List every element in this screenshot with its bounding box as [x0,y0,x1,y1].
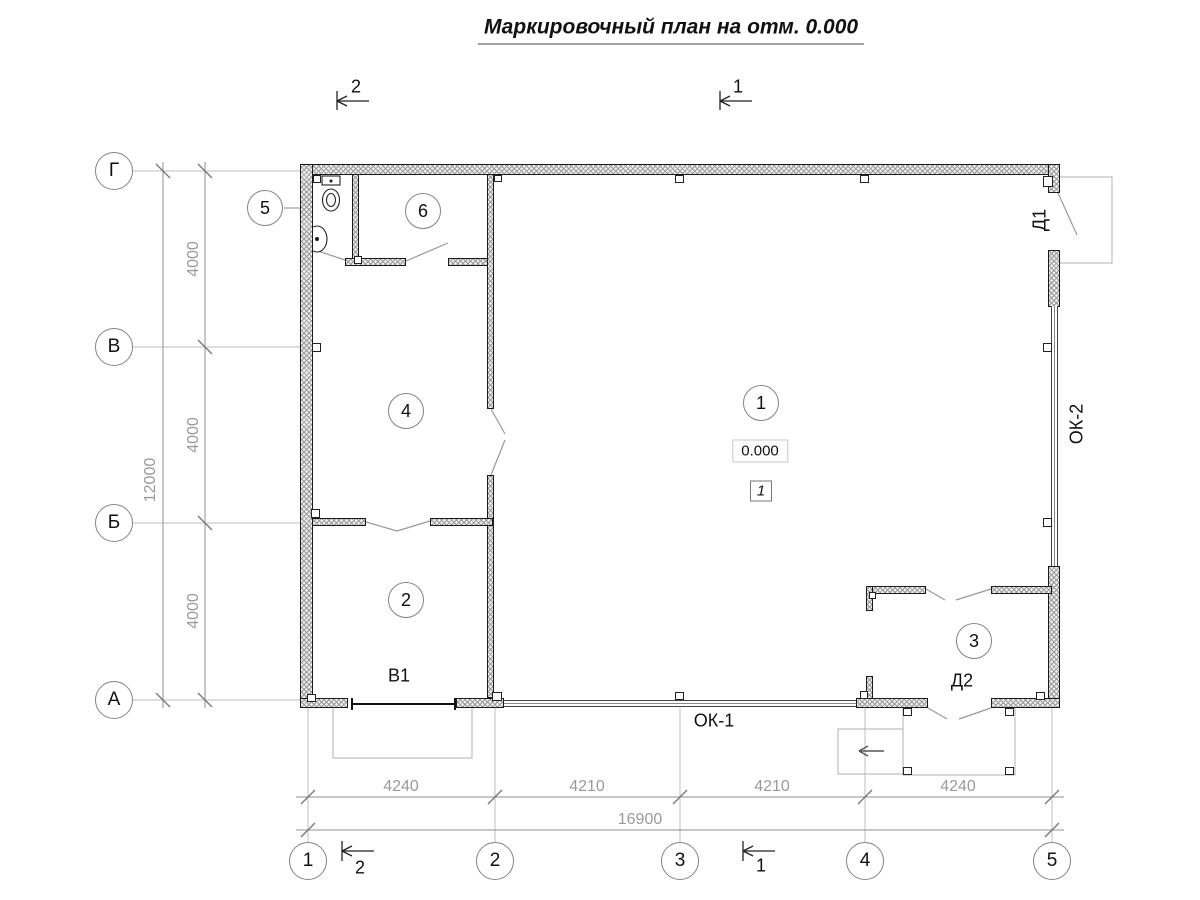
room-bubble-4: 4 [388,393,424,429]
dim-bottom-1: 4240 [383,778,419,795]
elevation-mark: 0.000 [732,440,788,463]
dim-left-3: 4000 [185,593,202,629]
room-bubble-1: 1 [743,385,779,421]
wall-bottom-seg3 [856,698,928,708]
porch-column [903,708,912,716]
gate-mark-v1: В1 [387,665,411,686]
post-marker [1036,692,1045,700]
post-marker [354,256,362,264]
porch-column [1005,767,1014,775]
room-bubble-6: 6 [405,193,441,229]
dim-bottom-4: 4240 [940,778,976,795]
post-marker [869,592,876,599]
porch-column [1005,708,1014,716]
section-label-2-top: 2 [350,76,362,97]
post-marker [860,691,868,699]
post-marker [1043,176,1053,187]
axis-bubble-3: 3 [661,842,699,880]
dim-bottom-3: 4210 [754,778,790,795]
dimension-ticks [156,164,1059,837]
section-label-2-bottom: 2 [354,857,366,878]
post-marker [312,343,321,352]
post-marker [675,175,684,183]
axis-bubble-1: 1 [289,842,327,880]
floor-type-mark: 1 [750,481,772,502]
post-marker [307,694,316,702]
wall-left [300,164,313,708]
ramp-arrow [859,746,884,756]
axis-bubble-4: 4 [846,842,884,880]
room-bubble-5: 5 [247,190,283,226]
post-marker [1043,518,1052,527]
post-marker [675,692,684,700]
axis-bubble-v: В [95,328,133,366]
porch-outlines [333,177,1112,775]
post-marker [860,175,869,183]
wall-tambour-top-left [869,586,926,594]
axis-grid-lines [133,171,1052,842]
post-marker [311,509,320,518]
wall-corridor-upper [487,174,494,409]
axis-bubble-a: А [95,681,133,719]
room-bubble-3: 3 [956,623,992,659]
axis-bubble-b: Б [95,504,133,542]
wall-bottom-seg4 [991,698,1060,708]
window-ok1 [504,700,856,707]
axis-bubble-g: Г [95,152,133,190]
room-bubble-2: 2 [388,582,424,618]
wall-room2-top-right [430,518,493,526]
wall-tambour-top-right [991,586,1052,594]
toilet-icon [322,176,340,211]
page-title: Маркировочный план на отм. 0.000 [478,16,864,45]
window-ok2 [1051,306,1058,566]
door-mark-d1: Д1 [1029,208,1050,232]
window-mark-ok2: ОК-2 [1066,403,1087,445]
dim-bottom-2: 4210 [569,778,605,795]
gate-symbol [352,698,455,710]
post-marker [313,175,321,183]
section-label-1-bottom: 1 [755,855,767,876]
dim-left-2: 4000 [185,417,202,453]
dimension-lines [163,162,1064,830]
dim-left-1: 4000 [185,241,202,277]
wall-corridor-lower [487,475,494,698]
porch-column [903,767,912,775]
wall-right-mid-stub [1048,250,1060,307]
axis-bubble-5: 5 [1033,842,1071,880]
door-mark-d2: Д2 [950,670,974,691]
window-mark-ok1: ОК-1 [693,710,735,731]
axis-bubble-2: 2 [476,842,514,880]
wall-top [300,164,1060,175]
dim-left-total: 12000 [142,457,159,503]
wall-room2-top-left [312,518,366,526]
post-marker [492,692,502,701]
dim-bottom-total: 16900 [617,811,663,828]
post-marker [494,175,502,182]
section-marks [337,91,775,861]
wall-wc-partition [352,174,359,261]
section-label-1-top: 1 [732,76,744,97]
post-marker [1043,343,1052,352]
